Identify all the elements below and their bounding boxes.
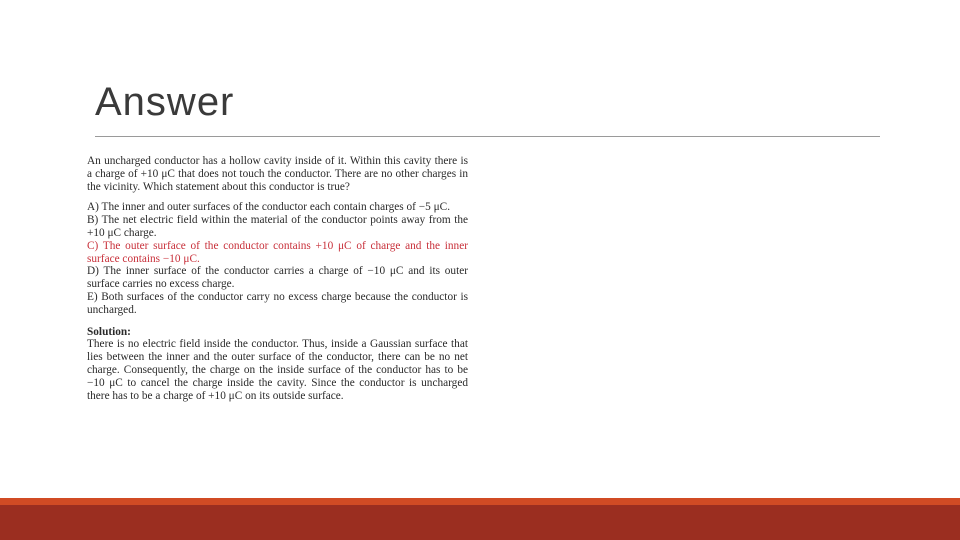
- choice-e: E) Both surfaces of the conductor carry no excess charge because the conductor is uncharged.: [87, 290, 468, 316]
- footer-accent-bar: [0, 498, 960, 505]
- choice-b: B) The net electric field within the material of the conductor points away from the +10 μC charge.: [87, 214, 468, 239]
- choice-a: A) The inner and outer surfaces of the conductor each contain charges of −5 μC.: [87, 201, 451, 214]
- title-divider: [95, 136, 880, 137]
- question-text: An uncharged conductor has a hollow cavity inside of it. Within this cavity there is a charge of +10 μC that does not touch the conductor. There are no other charges in the vicinity. Which statement about this conductor is true?: [87, 155, 468, 193]
- solution-heading: Solution:: [87, 325, 131, 338]
- problem-image: [87, 155, 468, 402]
- choice-c-correct: C) The outer surface of the conductor contains +10 μC of charge and the inner surface contains −10 μC.: [87, 239, 468, 265]
- slide-title: Answer: [95, 80, 235, 124]
- choice-d: D) The inner surface of the conductor carries a charge of −10 μC and its outer surface carries no excess charge.: [87, 265, 468, 291]
- solution-text: There is no electric field inside the conductor. Thus, inside a Gaussian surface that lies between the inner and the outer surface of the conductor, there can be no net charge. Consequently, the charge on the inside surface of the conductor has to be −10 μC to cancel the charge inside the cavity. Since the conductor is uncharged there has to be a charge of +10 μC on its outside surface.: [87, 338, 468, 402]
- footer-bar: [0, 505, 960, 540]
